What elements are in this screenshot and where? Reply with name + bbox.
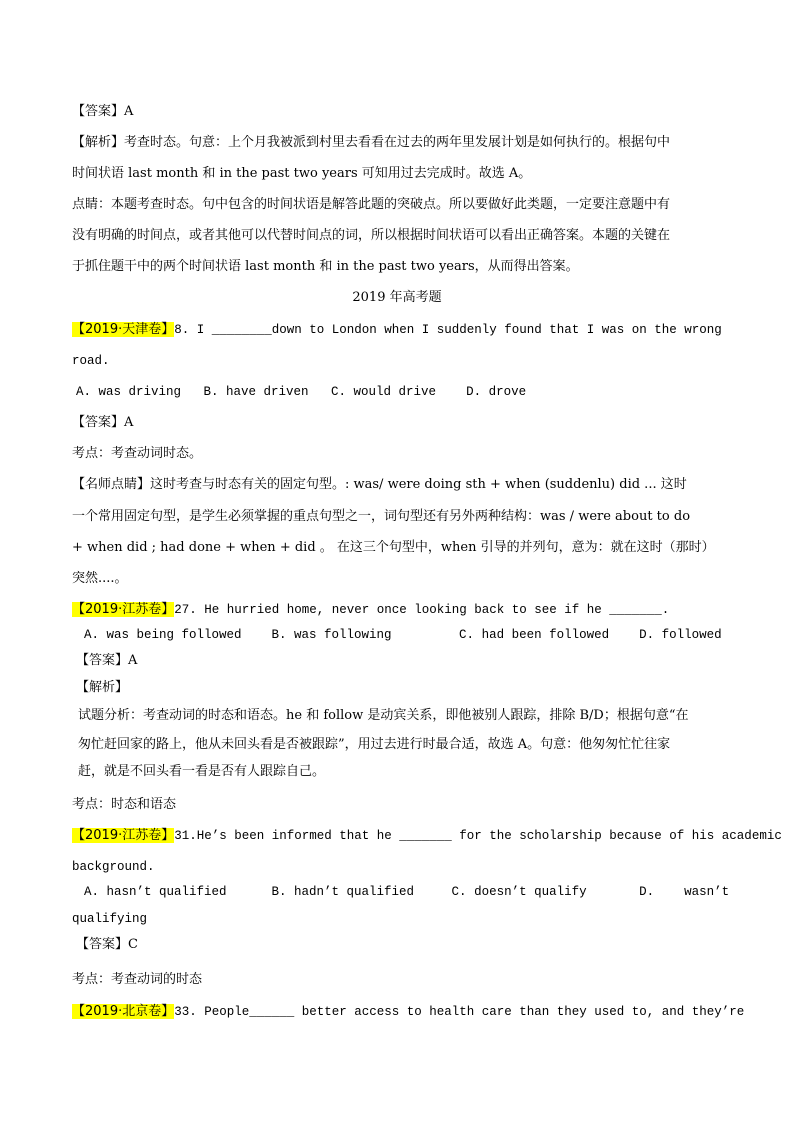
source-tag: 【2019·江苏卷】	[72, 602, 175, 617]
question-31-options-cont: qualifying	[72, 912, 148, 926]
note-line: 突然....。	[72, 571, 128, 586]
kaodian-line: 考点：考查动词时态。	[72, 446, 203, 461]
tip-line: 没有明确的时间点，或者其他可以代替时间点的词，所以根据时间状语可以看出正确答案。本题的关键在	[72, 228, 671, 243]
note-line: 【名师点睛】这时考查与时态有关的固定句型。: was/ were doing sth + when (suddenlu) did ... 这时	[72, 477, 687, 492]
source-tag: 【2019·天津卷】	[72, 322, 175, 337]
question-27-stem	[72, 600, 669, 620]
stem-text: 33. People______ better access to health care than they used to, and they’re	[174, 1005, 745, 1019]
stem-text: 31.He’s been informed that he _______ for the scholarship because of his academic	[174, 829, 782, 843]
question-31-stem-cont: background.	[72, 860, 155, 874]
analysis-line: 时间状语 last month 和 in the past two years 可知用过去完成时。故选 A。	[72, 166, 532, 181]
source-tag: 【2019·北京卷】	[72, 1004, 175, 1019]
note-line: + when did ; had done + when + did 。 在这三个句型中，when 引导的并列句，意为：就在这时（那时）	[72, 540, 715, 555]
tip-line: 于抓住题干中的两个时间状语 last month 和 in the past two years，从而得出答案。	[72, 259, 579, 274]
question-8-options: A. was driving B. have driven C. would drive D. drove	[76, 385, 527, 399]
analysis-line: 【解析】考查时态。句意：上个月我被派到村里去看看在过去的两年里发展计划是如何执行的。根据句中	[72, 135, 671, 150]
source-tag: 【2019·江苏卷】	[72, 828, 175, 843]
question-31-stem	[72, 826, 782, 846]
answer-line: 【答案】A	[72, 415, 134, 430]
stem-text: 8. I ________down to London when I suddenly found that I was on the wrong	[174, 323, 722, 337]
question-8-stem-cont: road.	[72, 354, 110, 368]
analysis-line: 匆忙赶回家的路上，他从未回头看是否被跟踪”，用过去进行时最合适，故选 A。句意：他匆匆忙忙往家	[78, 737, 671, 752]
analysis-heading: 【解析】	[76, 680, 129, 695]
question-33-stem	[72, 1002, 744, 1022]
answer-line: 【答案】A	[76, 653, 138, 668]
question-27-options: A. was being followed B. was following C. had been followed D. followed	[84, 628, 722, 642]
question-8-stem	[72, 320, 722, 340]
stem-text: 27. He hurried home, never once looking back to see if he _______.	[174, 603, 670, 617]
question-31-options: A. hasn’t qualified B. hadn’t qualified C. doesn’t qualify D. wasn’t	[84, 885, 730, 899]
answer-line: 【答案】C	[76, 937, 138, 952]
kaodian-line: 考点：时态和语态	[72, 797, 177, 812]
analysis-line: 赶，就是不回头看一看是否有人跟踪自己。	[78, 764, 326, 779]
answer-line: 【答案】A	[72, 104, 134, 119]
kaodian-line: 考点：考查动词的时态	[72, 972, 203, 987]
note-line: 一个常用固定句型，是学生必须掌握的重点句型之一，词句型还有另外两种结构：was / were about to do	[72, 509, 691, 524]
section-title: 2019 年高考题	[352, 290, 442, 305]
tip-line: 点睛：本题考查时态。句中包含的时间状语是解答此题的突破点。所以要做好此类题，一定要注意题中有	[72, 197, 671, 212]
analysis-line: 试题分析：考查动词的时态和语态。he 和 follow 是动宾关系，即他被别人跟踪，排除 B/D；根据句意“在	[78, 708, 689, 723]
